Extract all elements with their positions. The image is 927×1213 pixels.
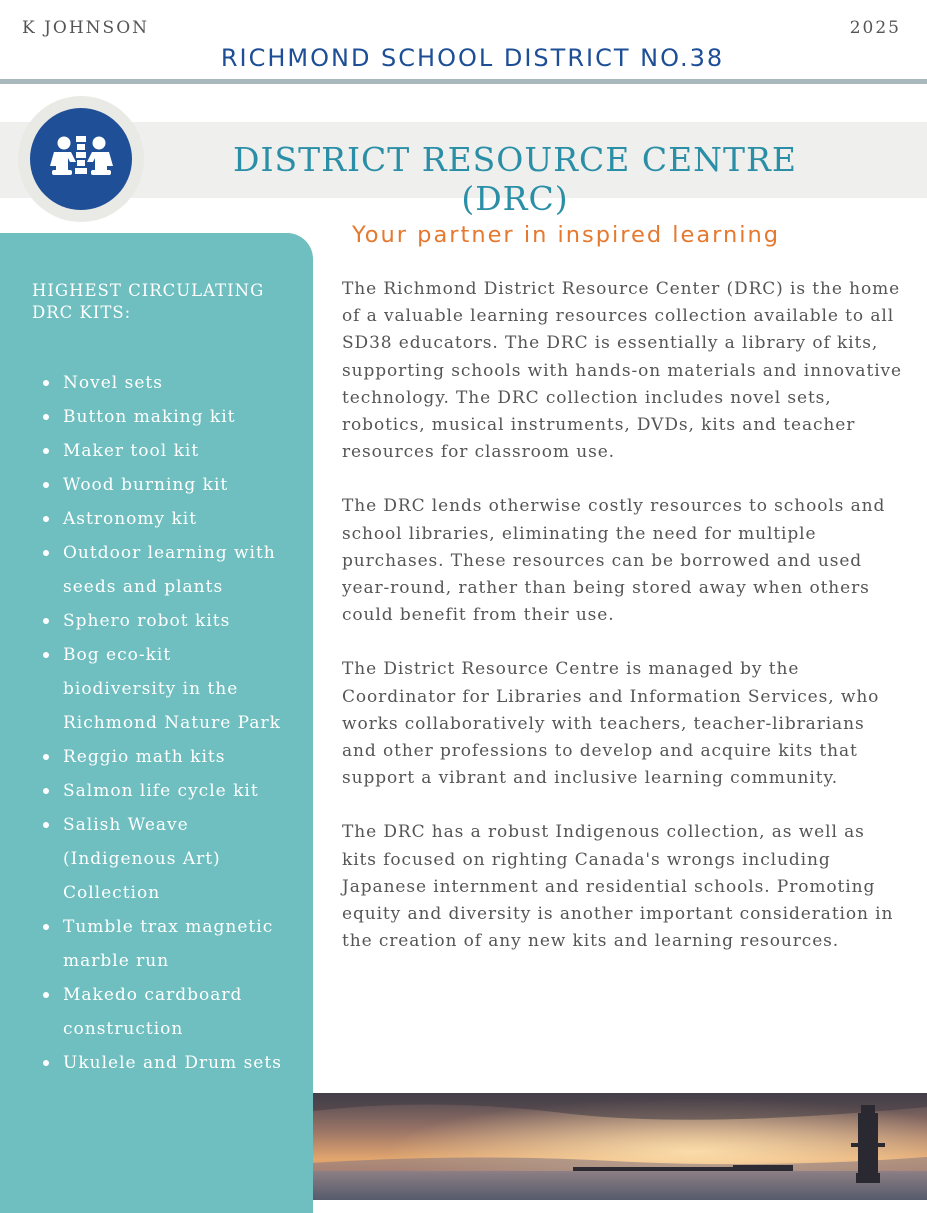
list-item: Button making kit <box>28 400 288 434</box>
list-item: Ukulele and Drum sets <box>28 1046 288 1080</box>
tagline: Your partner in inspired learning <box>352 222 781 248</box>
kit-list <box>28 366 288 1080</box>
list-item: Sphero robot kits <box>28 604 288 638</box>
body-text <box>342 276 902 982</box>
list-item: Bog eco-kit biodiversity in the Richmond Nature Park <box>28 638 288 740</box>
list-item: Salmon life cycle kit <box>28 774 288 808</box>
children-building-blocks-icon <box>30 108 132 210</box>
district-title: RICHMOND SCHOOL DISTRICT NO.38 <box>220 44 725 72</box>
paragraph: The DRC has a robust Indigenous collection, as well as kits focused on righting Canada's wrongs including Japanese internment and residential schools. Promoting equity and diversity is another important consideration in the creation of any new kits and learning resources. <box>342 822 894 952</box>
paragraph: The DRC lends otherwise costly resources to schools and school libraries, eliminating the need for multiple purchases. These resources can be borrowed and used year-round, rather than being stored away when others could benefit from their use. <box>342 496 886 626</box>
list-item: Salish Weave (Indigenous Art) Collection <box>28 808 288 910</box>
publication-year: 2025 <box>849 18 901 38</box>
sunset-harbour-photo <box>313 1093 927 1200</box>
paragraph: The Richmond District Resource Center (DRC) is the home of a valuable learning resources collection available to all SD38 educators. The DRC is essentially a library of kits, supporting schools with hands-on materials and innovative technology. The DRC collection includes novel sets, robotics, musical instruments, DVDs, kits and teacher resources for classroom use. <box>342 279 902 463</box>
list-item: Wood burning kit <box>28 468 288 502</box>
list-item: Reggio math kits <box>28 740 288 774</box>
list-item: Makedo cardboard construction <box>28 978 288 1046</box>
sidebar-heading: HIGHEST CIRCULATING DRC KITS: <box>32 281 265 322</box>
list-item: Astronomy kit <box>28 502 288 536</box>
list-item: Outdoor learning with seeds and plants <box>28 536 288 604</box>
page-title: DISTRICT RESOURCE CENTRE (DRC) <box>233 140 797 218</box>
paragraph: The District Resource Centre is managed by the Coordinator for Libraries and Information Services, who works collaboratively with teachers, teacher-librarians and other professions to develop and acquire kits that support a vibrant and inclusive learning community. <box>342 659 880 789</box>
list-item: Maker tool kit <box>28 434 288 468</box>
list-item: Tumble trax magnetic marble run <box>28 910 288 978</box>
list-item: Novel sets <box>28 366 288 400</box>
author-name: K JOHNSON <box>22 18 150 38</box>
header-divider <box>0 79 927 84</box>
